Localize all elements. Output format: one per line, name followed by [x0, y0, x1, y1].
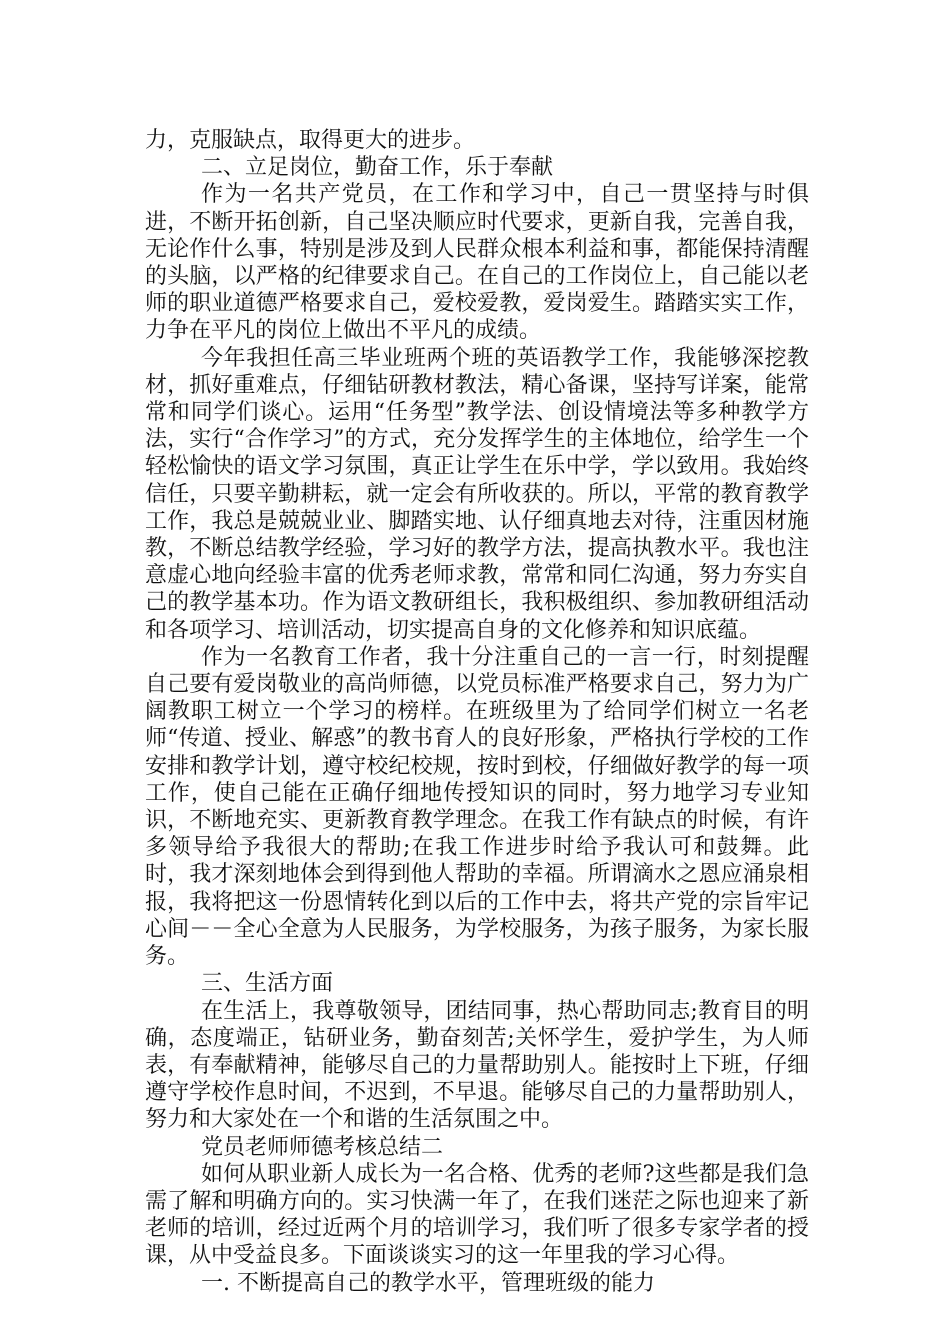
paragraph: 作为一名教育工作者，我十分注重自己的一言一行，时刻提醒自己要有爱岗敬业的高尚师德，以党员标准严格要求自己，努力为广阔教职工树立一个学习的榜样。在班级里为了给同学们树立一名老师“传道、授业、解惑”的教书育人的良好形象，严格执行学校的工作安排和教学计划，遵守校纪校规，按时到校，仔细做好教学的每一项工作，使自己能在正确仔细地传授知识的同时，努力地学习专业知识，不断地充实、更新教育教学理念。在我工作有缺点的时候，有许多领导给予我很大的帮助;在我工作进步时给予我认可和鼓舞。此时，我才深刻地体会到得到他人帮助的幸福。所谓滴水之恩应涌泉相报，我将把这一份恩情转化到以后的工作中去，将共产党的宗旨牢记心间－－全心全意为人民服务，为学校服务，为孩子服务，为家长服务。: [145, 644, 809, 970]
section-heading-2: 二、立足岗位，勤奋工作，乐于奉献: [201, 155, 554, 181]
paragraph: 作为一名共产党员，在工作和学习中，自己一贯坚持与时俱进，不断开拓创新，自己坚决顺应时代要求，更新自我，完善自我，无论作什么事，特别是涉及到人民群众根本利益和事，都能保持清醒的头脑，以严格的纪律要求自己。在自己的工作岗位上，自己能以老师的职业道德严格要求自己，爱校爱教，爱岗爱生。踏踏实实工作，力争在平凡的岗位上做出不平凡的成绩。: [145, 182, 809, 344]
paragraph: 今年我担任高三毕业班两个班的英语教学工作，我能够深挖教材，抓好重难点，仔细钻研教材教法，精心备课，坚持写详案，能常常和同学们谈心。运用“任务型”教学法、创设情境法等多种教学方法，实行“合作学习”的方式，充分发挥学生的主体地位，给学生一个轻松愉快的语文学习氛围，真正让学生在乐中学，学以致用。我始终信任，只要辛勤耕耘，就一定会有所收获的。所以，平常的教育教学工作，我总是兢兢业业、脚踏实地、认仔细真地去对待，注重因材施教，不断总结教学经验，学习好的教学方法，提高执教水平。我也注意虚心地向经验丰富的优秀老师求教，常常和同仁沟通，努力夯实自己的教学基本功。作为语文教研组长，我积极组织、参加教研组活动和各项学习、培训活动，切实提高自身的文化修养和知识底蕴。: [145, 345, 809, 643]
document-title-2: 党员老师师德考核总结二: [201, 1134, 444, 1160]
section-heading-3: 三、生活方面: [201, 971, 334, 997]
paragraph-continuation: 力，克服缺点，取得更大的进步。: [145, 128, 476, 153]
document-page: [145, 127, 809, 1297]
subsection-heading-1: 一. 不断提高自己的教学水平，管理班级的能力: [201, 1270, 655, 1296]
paragraph: 在生活上，我尊敬领导，团结同事，热心帮助同志;教育目的明确，态度端正，钻研业务，勤奋刻苦;关怀学生，爱护学生，为人师表，有奉献精神，能够尽自己的力量帮助别人。能按时上下班，仔细遵守学校作息时间，不迟到，不早退。能够尽自己的力量帮助别人，努力和大家处在一个和谐的生活氛围之中。: [145, 998, 809, 1133]
paragraph: 如何从职业新人成长为一名合格、优秀的老师?这些都是我们急需了解和明确方向的。实习快满一年了，在我们迷茫之际也迎来了新老师的培训，经过近两个月的培训学习，我们听了很多专家学者的授课，从中受益良多。下面谈谈实习的这一年里我的学习心得。: [145, 1161, 809, 1269]
